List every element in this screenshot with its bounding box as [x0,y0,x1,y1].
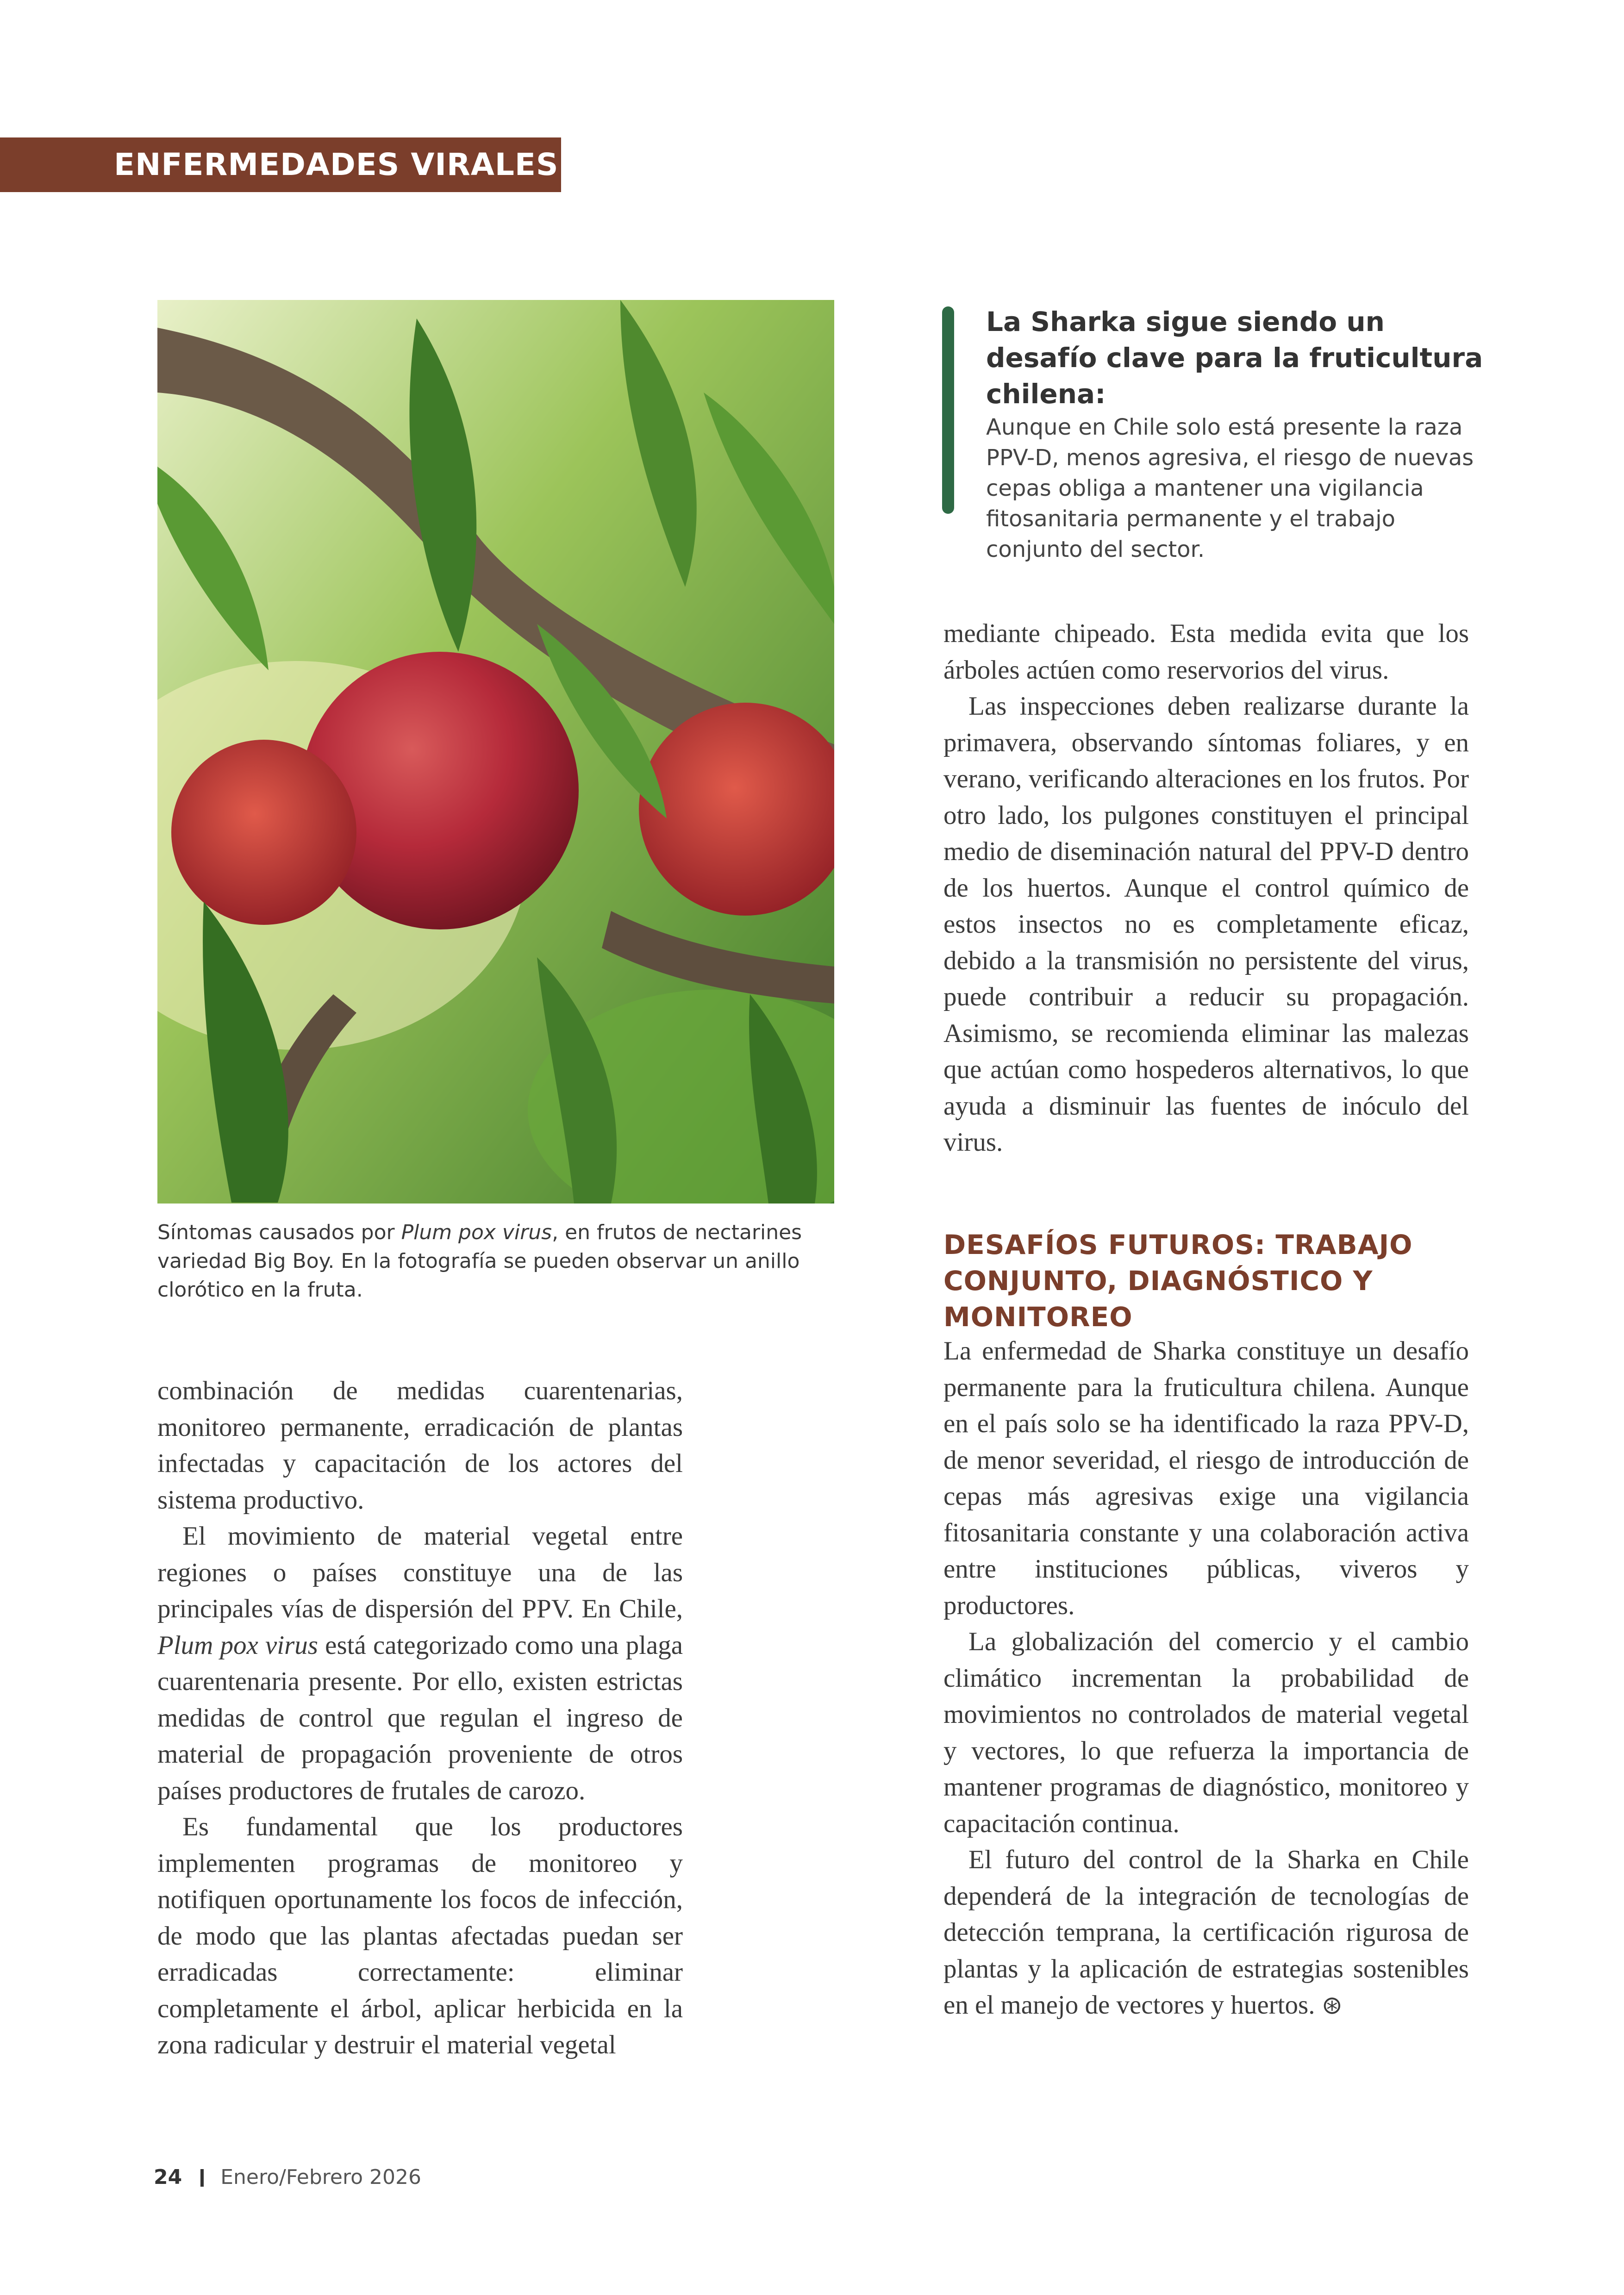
caption-text-1: Síntomas causados por [157,1221,401,1244]
caption-text-2: , en frutos de nectarines variedad Big Boy. En la fotografía se pueden observar un anillo clorótico en la fruta. [157,1221,802,1302]
left-paragraph-2 [157,1518,683,1809]
right-paragraph-4: La globalización del comercio y el cambio climático incrementan la probabilidad de movimientos no controlados de material vegetal y vectores, lo que refuerza la importancia de mantener programas de diagnóstico, monitoreo y capacitación continua. [943,1627,1469,1838]
photo-caption [157,1218,838,1304]
page-number: 24 [154,2165,182,2189]
left-p2-text-b: está categorizado como una plaga cuarentenaria presente. Por ello, existen estrictas medidas de control que regulan el ingreso de material de propagación proveniente de otros países productores de frutales de carozo. [157,1630,683,1805]
callout [942,304,1484,565]
left-p2-text-a: El movimiento de material vegetal entre regiones o países constituye una de las principales vías de dispersión del PPV. En Chile, [157,1522,683,1623]
page-footer [154,2165,421,2189]
section-tag: ENFERMEDADES VIRALES [0,137,561,192]
callout-title: La Sharka sigue siendo un desafío clave para la fruticultura chilena: [986,306,1483,410]
right-paragraph-1: mediante chipeado. Esta medida evita que los árboles actúen como reservorios del virus. [943,619,1469,685]
right-paragraph-2: Las inspecciones deben realizarse durante la primavera, observando síntomas foliares, y en verano, verificando alteraciones en los frutos. Por otro lado, los pulgones constituyen el principal medio de diseminación natural del PPV-D dentro de los huertos. Aunque el control químico de estos insectos no es completamente eficaz, debido a la transmisión no persistente del virus, puede contribuir a reducir su propagación. Asimismo, se recomienda eliminar las malezas que actúan como hospederos alternativos, lo que ayuda a disminuir las fuentes de inóculo del virus. [943,692,1469,1157]
end-mark-icon: ⊛ [1321,1990,1343,2020]
footer-separator [200,2169,204,2187]
section-subheading: DESAFÍOS FUTUROS: TRABAJO CONJUNTO, DIAGNÓSTICO Y MONITOREO [943,1229,1413,1333]
left-paragraph-3: Es fundamental que los productores implementen programas de monitoreo y notifiquen oportunamente los focos de infección, de modo que las plantas afectadas puedan ser erradicadas correctamente: eliminar completamente el árbol, aplicar herbicida en la zona radicular y destruir el material vegetal [157,1812,683,2059]
right-paragraph-5 [943,1842,1469,2024]
callout-text: Aunque en Chile solo está presente la raza PPV-D, menos agresiva, el riesgo de nuevas cepas obliga a mantener una vigilancia fitosanitaria permanente y el trabajo conjunto del sector. [986,414,1474,562]
right-column-top [943,616,1469,1161]
right-paragraph-3: La enfermedad de Sharka constituye un desafío permanente para la fruticultura chilena. Aunque en el país solo se ha identificado la raza PPV-D, de menor severidad, el riesgo de introducción de cepas más agresivas exige una vigilancia fitosanitaria constante y una colaboración activa entre instituciones públicas, viveros y productores. [943,1336,1469,1620]
right-column-bottom [943,1333,1469,2024]
right-p5-text: El futuro del control de la Sharka en Chile dependerá de la integración de tecnologías de detección temprana, la certificación rigurosa de plantas y la aplicación de estrategias sostenibles en el manejo de vectores y huertos. [943,1845,1469,2020]
caption-italic: Plum pox virus [401,1221,552,1244]
left-column [157,1373,683,2064]
left-paragraph-1: combinación de medidas cuarentenarias, monitoreo permanente, erradicación de plantas infectadas y capacitación de los actores del sistema productivo. [157,1376,683,1515]
nectarine-photo [157,300,834,1204]
issue-date: Enero/Febrero 2026 [220,2165,421,2189]
nectarine-illustration [157,300,834,1204]
left-p2-italic: Plum pox virus [157,1630,318,1660]
